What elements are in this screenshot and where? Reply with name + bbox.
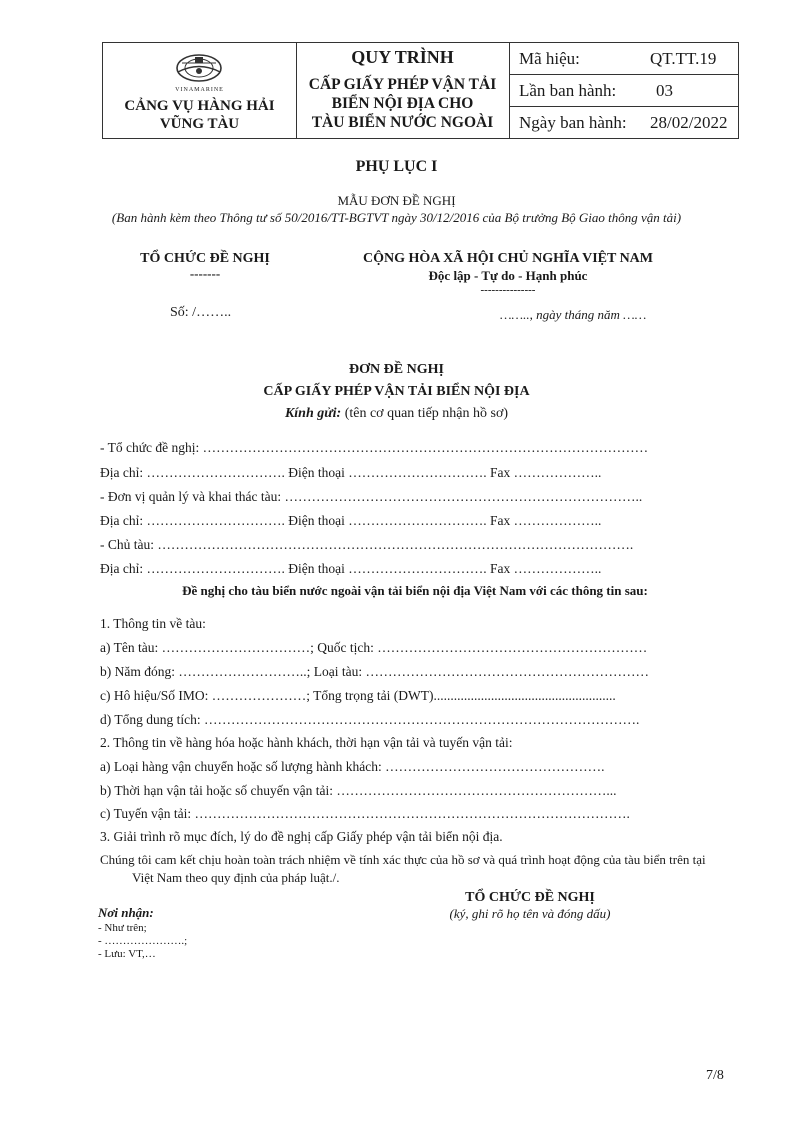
- recipients-label: Nơi nhận:: [98, 905, 154, 920]
- signature-org: TỔ CHỨC ĐỀ NGHỊ: [465, 890, 595, 905]
- issue-label: Lần ban hành:: [519, 81, 617, 100]
- place-date-line: …….., ngày tháng năm ……: [500, 307, 647, 322]
- logo-text: VINAMARINE: [175, 87, 224, 93]
- code-value: QT.TT.19: [650, 49, 717, 68]
- appendix-subtitle: MẪU ĐƠN ĐỀ NGHỊ: [337, 193, 456, 208]
- doc-title-line3: TÀU BIỂN NƯỚC NGOÀI: [311, 114, 494, 131]
- header-title-cell: [296, 43, 510, 138]
- to-value: (tên cơ quan tiếp nhận hồ sơ): [341, 406, 509, 421]
- letterhead-org-rule: -------: [189, 266, 221, 281]
- form-line: b) Năm đóng: ………………………..; Loại tàu: ………………………………………………………: [100, 664, 649, 679]
- letterhead-org: TỔ CHỨC ĐỀ NGHỊ: [140, 251, 270, 266]
- doc-title-line2: BIỂN NỘI ĐỊA CHO: [331, 95, 474, 112]
- issue-value: 03: [656, 81, 673, 100]
- form-line: Địa chỉ: …………………………. Điện thoại …………………………. Fax ………………..: [100, 561, 602, 576]
- form-line: 3. Giải trình rõ mục đích, lý do đề nghị cấp Giấy phép vận tải biển nội địa.: [100, 829, 503, 844]
- page-number: 7/8: [706, 1068, 724, 1083]
- header-org-cell: [103, 43, 297, 138]
- date-label: Ngày ban hành:: [519, 113, 627, 132]
- form-line: - Tổ chức đề nghị: ………………………………………………………………………………………: [100, 440, 649, 455]
- form-line: d) Tổng dung tích: …………………………………………………………………………………….: [100, 712, 640, 727]
- header-meta-cell: [510, 43, 738, 138]
- form-line: 2. Thông tin về hàng hóa hoặc hành khách, thời hạn vận tải và tuyến vận tải:: [100, 735, 513, 750]
- doc-type: QUY TRÌNH: [351, 47, 454, 67]
- appendix-title: PHỤ LỤC I: [355, 158, 438, 175]
- meta-row-issue: [510, 75, 738, 107]
- form-line: - Đơn vị quản lý và khai thác tàu: ……………………………………………………………………..: [100, 489, 643, 504]
- nation-motto: Độc lập - Tự do - Hạnh phúc: [428, 268, 588, 283]
- recipient-item: - Như trên;: [98, 922, 147, 934]
- commitment-line2: Việt Nam theo quy định của pháp luật./.: [132, 870, 340, 885]
- meta-row-date: [510, 107, 738, 138]
- form-line: c) Tuyến vận tải: …………………………………………………………………………………….: [100, 806, 630, 821]
- form-line: b) Thời hạn vận tải hoặc số chuyến vận tải: ……………………………………………………...: [100, 783, 617, 798]
- code-label: Mã hiệu:: [519, 49, 580, 68]
- form-subtitle: CẤP GIẤY PHÉP VẬN TẢI BIỂN NỘI ĐỊA: [263, 384, 530, 399]
- request-statement: Đề nghị cho tàu biển nước ngoài vận tải biển nội địa Việt Nam với các thông tin sau:: [182, 583, 648, 598]
- org-name-line2: VŨNG TÀU: [159, 116, 240, 132]
- appendix-note: (Ban hành kèm theo Thông tư số 50/2016/TT-BGTVT ngày 30/12/2016 của Bộ trưởng Bộ Giao thông vận tải): [111, 210, 682, 225]
- document-number: Số: /……..: [170, 305, 232, 320]
- form-line: a) Loại hàng vận chuyển hoặc số lượng hành khách: ………………………………………….: [100, 759, 605, 774]
- recipient-item: - Lưu: VT,…: [98, 948, 156, 960]
- form-line: - Chủ tàu: …………………………………………………………………………………………….: [100, 537, 634, 552]
- date-value: 28/02/2022: [650, 113, 728, 132]
- form-recipient-line: [0, 406, 793, 422]
- org-name-line1: CẢNG VỤ HÀNG HẢI: [124, 98, 275, 114]
- commitment-line1: Chúng tôi cam kết chịu hoàn toàn trách nhiệm về tính xác thực của hồ sơ và quá trình hoạt động của tàu biển trên tại: [100, 852, 706, 867]
- form-line: Địa chỉ: …………………………. Điện thoại …………………………. Fax ………………..: [100, 513, 602, 528]
- form-line: c) Hô hiệu/Số IMO: …………………; Tổng trọng tải (DWT)......................................................: [100, 688, 616, 703]
- recipient-item: - ………………….;: [98, 935, 188, 947]
- form-line: 1. Thông tin về tàu:: [100, 616, 206, 631]
- motto-rule: ---------------: [480, 284, 536, 296]
- form-line: a) Tên tàu: ……………………………; Quốc tịch: ……………………………………………………: [100, 640, 648, 655]
- meta-row-code: [510, 43, 738, 75]
- form-line: Địa chỉ: …………………………. Điện thoại …………………………. Fax ………………..: [100, 465, 602, 480]
- to-label: Kính gửi:: [284, 406, 342, 421]
- signature-note: (ký, ghi rõ họ tên và đóng dấu): [449, 906, 611, 921]
- nation-name: CỘNG HÒA XÃ HỘI CHỦ NGHĨA VIỆT NAM: [362, 251, 653, 266]
- doc-title-line1: CẤP GIẤY PHÉP VẬN TẢI: [308, 76, 497, 93]
- header-table: [102, 42, 739, 139]
- form-title: ĐƠN ĐỀ NGHỊ: [349, 362, 444, 377]
- vinamarine-logo-icon: [168, 51, 230, 89]
